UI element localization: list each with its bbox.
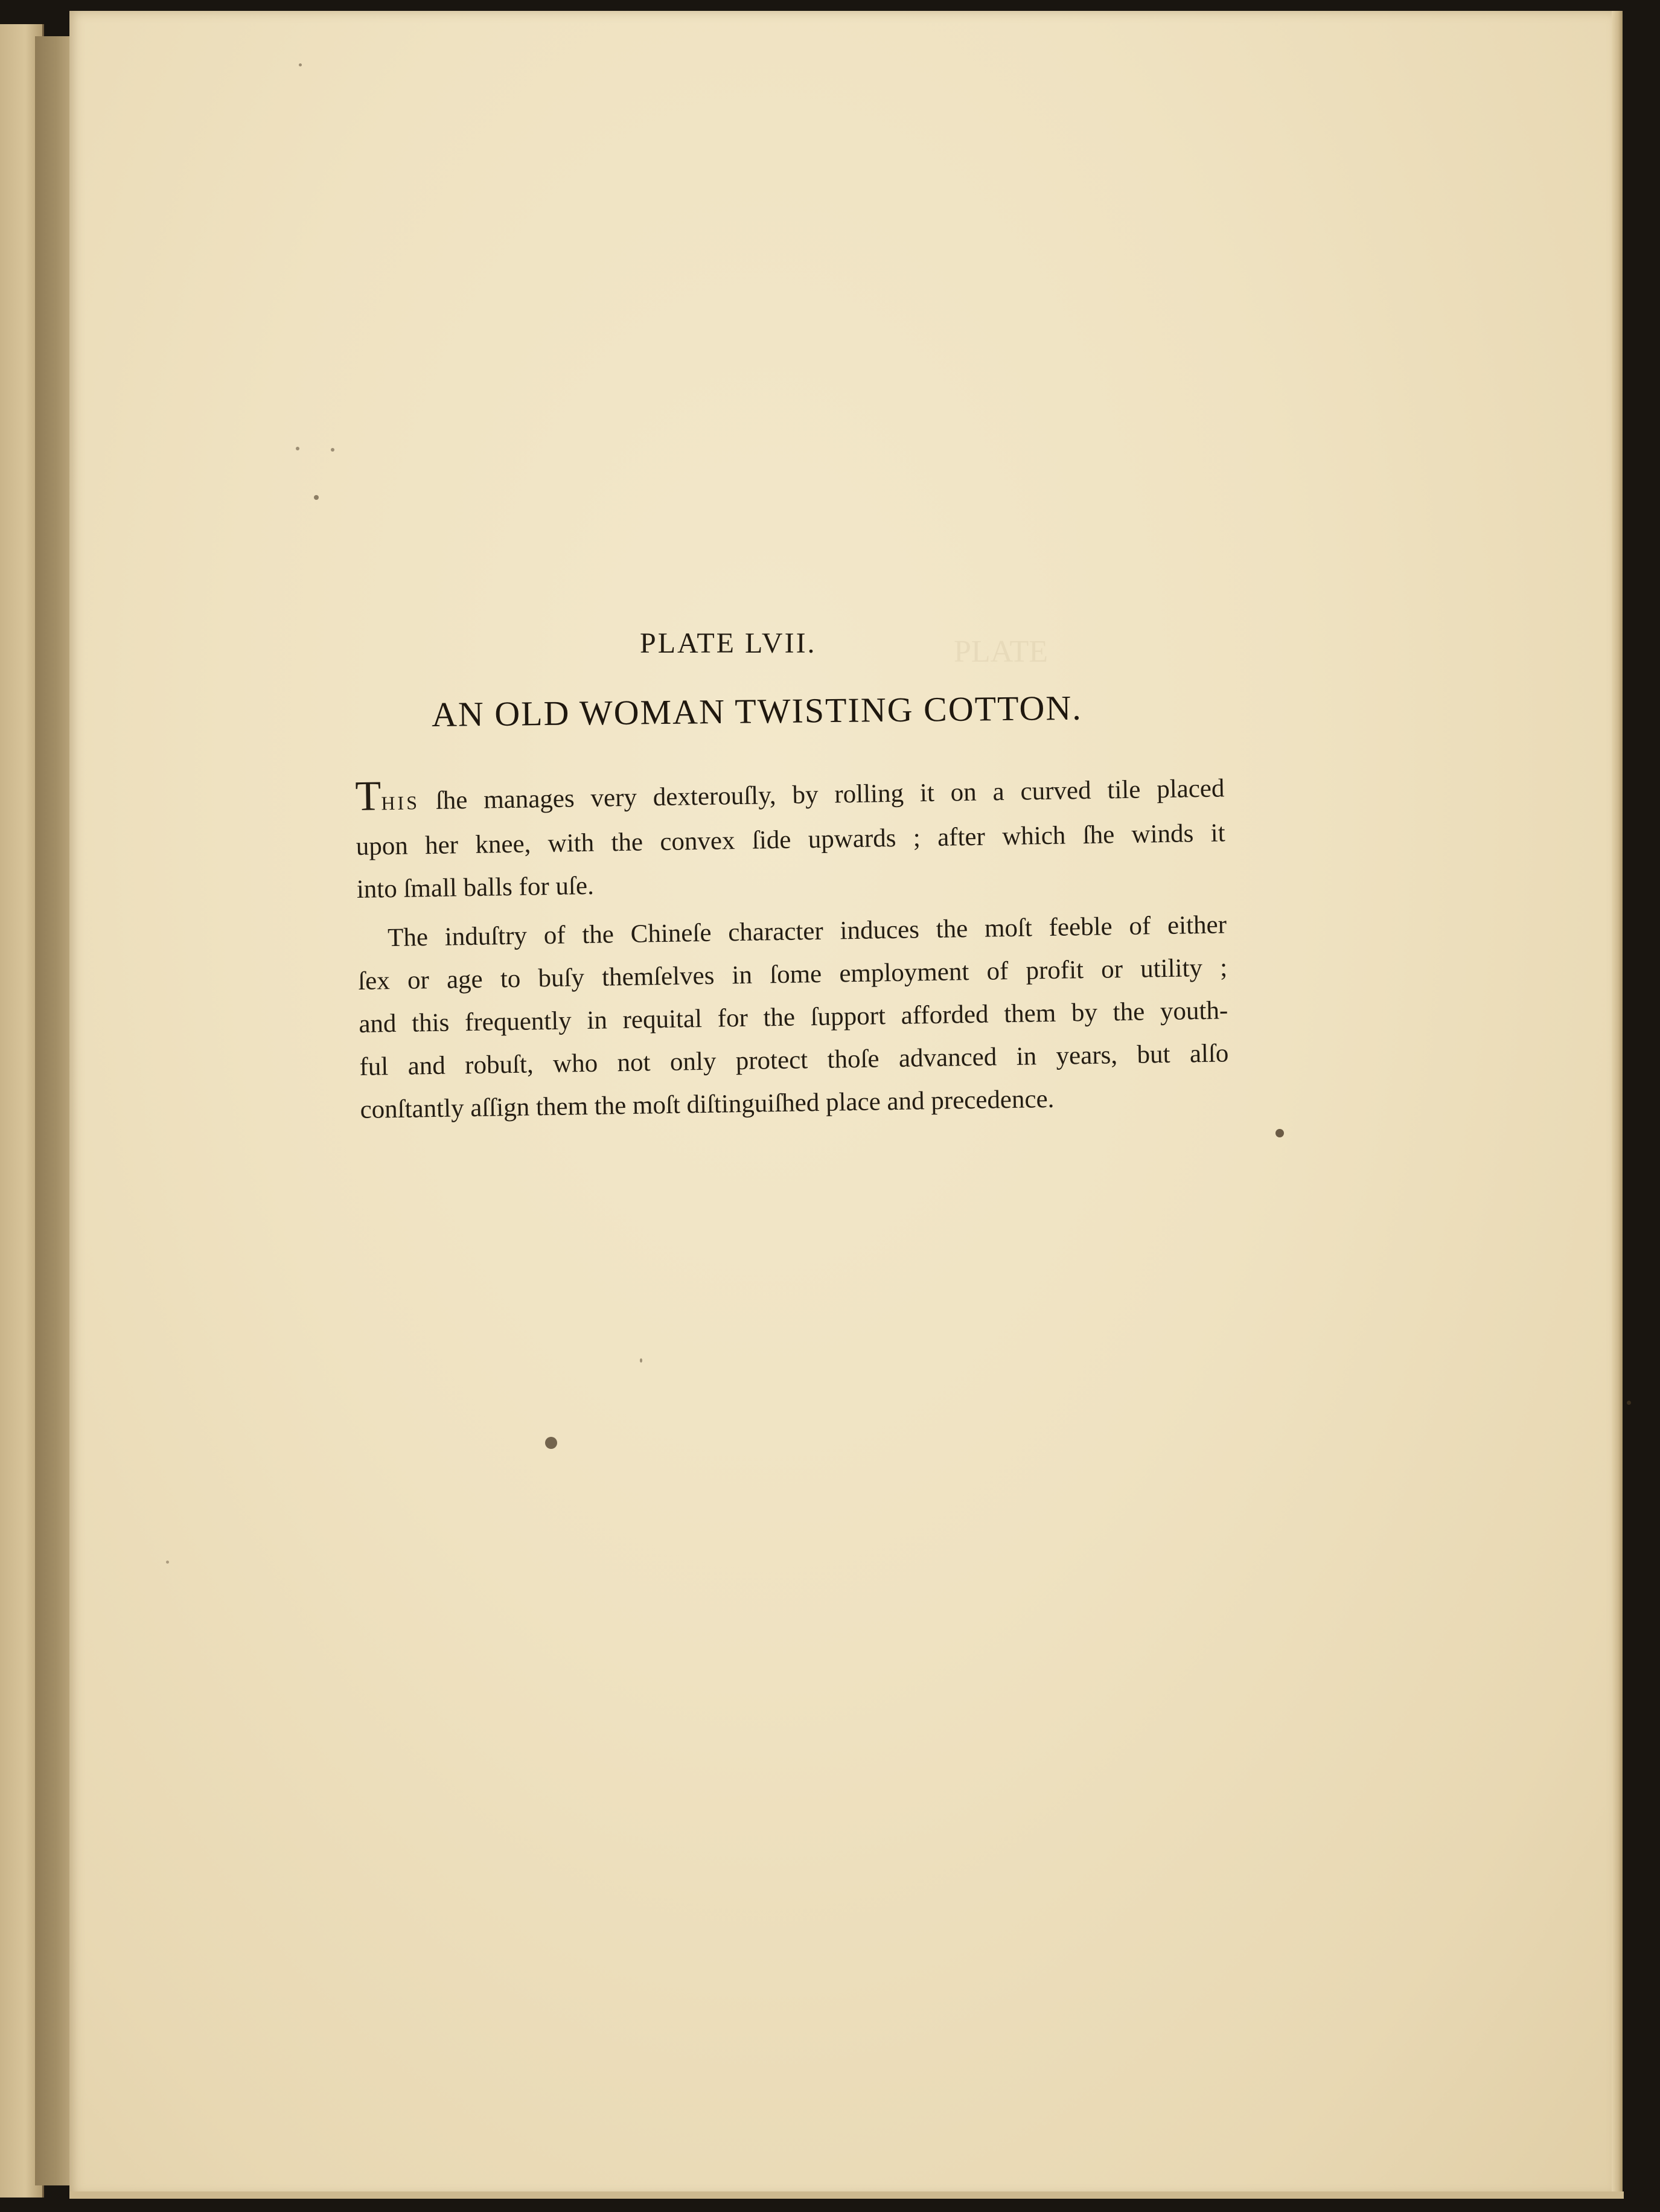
line-text: ſhe manages very dexterouſly, by rolling it on a curved tile placed xyxy=(419,774,1225,816)
plate-title: AN OLD WOMAN TWISTING COTTON. xyxy=(431,688,1083,734)
paragraph-line: ſex or age to buſy themſelves in ſome employment of profit or utility ; xyxy=(357,953,1228,996)
foxing-spot xyxy=(314,495,319,500)
foxing-spot xyxy=(296,447,299,450)
foxing-spot xyxy=(545,1437,557,1449)
plate-number: PLATE LVII. xyxy=(640,627,817,659)
paragraph-line: upon her knee, with the convex ſide upwards ; after which ſhe winds it xyxy=(356,819,1225,861)
show-through-heading: PLATE xyxy=(954,635,1048,669)
paragraph-line: The induſtry of the Chineſe character induces the moſt feeble of either xyxy=(387,910,1227,953)
paragraph-2 xyxy=(357,903,1230,1131)
plate-description xyxy=(355,765,1230,1131)
foxing-spot xyxy=(331,448,334,452)
foxing-spot xyxy=(640,1358,642,1363)
paragraph-line: ful and robuſt, who not only protect thoſe advanced in years, but alſo xyxy=(359,1039,1229,1081)
foxing-spot xyxy=(299,63,302,66)
paragraph-line: and this frequently in requital for the ſupport afforded them by the youth- xyxy=(359,996,1228,1038)
small-caps-word: HIS xyxy=(381,791,420,814)
foxing-spot xyxy=(1275,1129,1284,1137)
paragraph-1 xyxy=(355,765,1226,911)
paragraph-line: into ſmall balls for uſe. xyxy=(356,871,595,904)
drop-cap: T xyxy=(354,773,381,820)
page-bottom-edge xyxy=(69,2191,1624,2199)
foxing-spot xyxy=(166,1561,169,1564)
paragraph-line: conſtantly aſſign them the moſt diſtinguiſhed place and precedence. xyxy=(360,1084,1055,1124)
page-right-edge xyxy=(1612,11,1623,2196)
foxing-spot xyxy=(1627,1401,1631,1405)
